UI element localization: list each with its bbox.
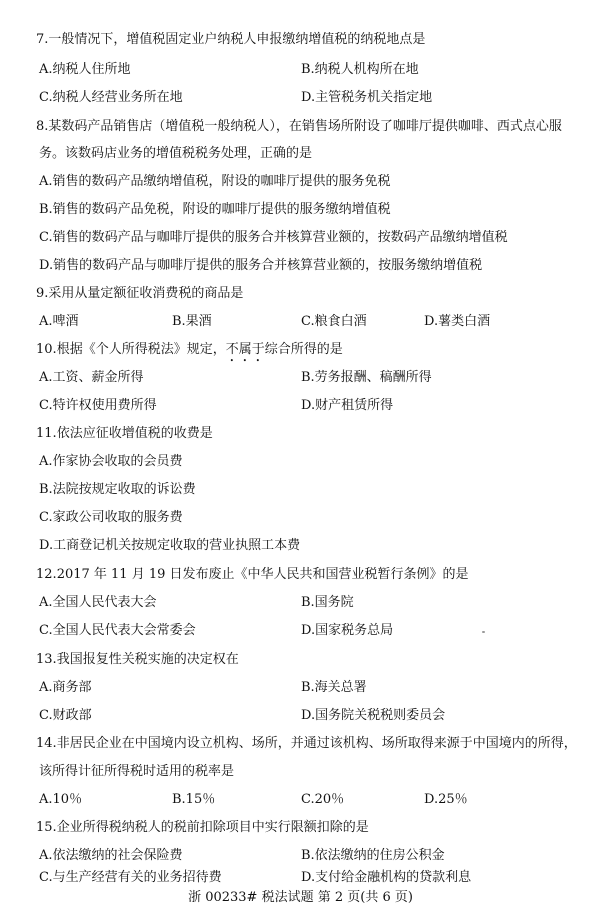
question-14-options bbox=[0, 788, 601, 812]
question-13-options-row-2 bbox=[0, 704, 601, 728]
question-9-options bbox=[0, 310, 601, 334]
question-text-end: 综合所得的是 bbox=[264, 342, 343, 357]
option-b: B.国务院 bbox=[301, 595, 354, 610]
option-d: D.薯类白酒 bbox=[424, 314, 491, 329]
question-13-options-row-1 bbox=[0, 676, 601, 700]
question-number: 13. bbox=[36, 652, 57, 667]
question-12-options-row-2 bbox=[0, 619, 601, 643]
option-a: A.作家协会收取的会员费 bbox=[39, 454, 183, 469]
option-c: C.全国人民代表大会常委会 bbox=[39, 623, 196, 638]
question-number: 15. bbox=[36, 820, 57, 835]
option-a: A.纳税人住所地 bbox=[39, 62, 131, 77]
question-text: 某数码产品销售店（增值税一般纳税人），在销售场所附设了咖啡厅提供咖啡、西式点心服 bbox=[48, 119, 562, 134]
page-footer: 浙 00233# 税法试题 第 2 页(共 6 页) bbox=[188, 890, 413, 905]
question-15-options-row-1 bbox=[0, 844, 601, 868]
option-c: C.家政公司收取的服务费 bbox=[39, 510, 183, 525]
question-text: 我国报复性关税实施的决定权在 bbox=[56, 652, 239, 667]
question-11-option-c bbox=[0, 506, 601, 530]
option-b: B.劳务报酬、稿酬所得 bbox=[301, 370, 432, 385]
option-d: D.财产租赁所得 bbox=[301, 398, 394, 413]
question-number: 9. bbox=[36, 286, 49, 301]
question-8-option-b bbox=[0, 198, 601, 222]
emphasized-text: 不属于 bbox=[225, 342, 265, 357]
question-number: 10. bbox=[36, 342, 57, 357]
option-d: D.25％ bbox=[424, 792, 468, 807]
option-d: D.支付给金融机构的贷款利息 bbox=[301, 870, 472, 885]
question-13-stem bbox=[0, 648, 601, 672]
question-11-option-d bbox=[0, 534, 601, 558]
option-c: C.与生产经营有关的业务招待费 bbox=[39, 870, 222, 885]
question-11-option-a bbox=[0, 450, 601, 474]
option-b: B.纳税人机构所在地 bbox=[301, 62, 419, 77]
option-c: C.粮食白酒 bbox=[301, 314, 367, 329]
option-c: C.纳税人经营业务所在地 bbox=[39, 90, 183, 105]
question-text: 根据《个人所得税法》规定， bbox=[56, 342, 226, 357]
question-8-option-a bbox=[0, 170, 601, 194]
question-8-stem bbox=[0, 115, 601, 139]
question-text: 2017 年 11 月 19 日发布废止《中华人民共和国营业税暂行条例》的是 bbox=[56, 567, 469, 582]
question-11-stem bbox=[0, 422, 601, 446]
question-text: 企业所得税纳税人的税前扣除项目中实行限额扣除的是 bbox=[56, 820, 369, 835]
question-10-options-row-1 bbox=[0, 366, 601, 390]
question-14-stem bbox=[0, 732, 601, 756]
option-c: C.20％ bbox=[301, 792, 345, 807]
question-8-stem-continued: 务。该数码店业务的增值税税务处理，正确的是 bbox=[39, 146, 313, 161]
question-text: 非居民企业在中国境内设立机构、场所，并通过该机构、场所取得来源于中国境内的所得， bbox=[56, 736, 577, 751]
scan-speck bbox=[482, 631, 485, 633]
question-number: 14. bbox=[36, 736, 57, 751]
question-7-options-row-1 bbox=[0, 58, 601, 82]
question-8-option-c bbox=[0, 226, 601, 250]
question-7-options-row-2 bbox=[0, 86, 601, 110]
option-b: B.果酒 bbox=[172, 314, 212, 329]
option-a: A.10％ bbox=[39, 792, 83, 807]
option-c: C.财政部 bbox=[39, 708, 92, 723]
question-number: 8. bbox=[36, 119, 49, 134]
question-number: 12. bbox=[36, 567, 57, 582]
question-14-stem-continued: 该所得计征所得税时适用的税率是 bbox=[39, 764, 235, 779]
option-d: D.国务院关税税则委员会 bbox=[301, 708, 446, 723]
question-15-stem bbox=[0, 816, 601, 840]
option-d: D.国家税务总局 bbox=[301, 623, 394, 638]
option-a: A.啤酒 bbox=[39, 314, 79, 329]
question-number: 7. bbox=[36, 32, 49, 47]
question-12-stem bbox=[0, 563, 601, 587]
question-number: 11. bbox=[36, 426, 57, 441]
question-8-option-d bbox=[0, 254, 601, 278]
option-b: B.海关总署 bbox=[301, 680, 367, 695]
question-11-option-b bbox=[0, 478, 601, 502]
option-b: B.法院按规定收取的诉讼费 bbox=[39, 482, 196, 497]
question-12-options-row-1 bbox=[0, 591, 601, 615]
question-10-options-row-2 bbox=[0, 394, 601, 418]
option-a: A.工资、薪金所得 bbox=[39, 370, 144, 385]
option-d: D.主管税务机关指定地 bbox=[301, 90, 433, 105]
option-b: B.15％ bbox=[172, 792, 216, 807]
question-9-stem bbox=[0, 282, 601, 306]
option-a: A.依法缴纳的社会保险费 bbox=[39, 848, 183, 863]
option-b: B.依法缴纳的住房公积金 bbox=[301, 848, 445, 863]
option-d: D.工商登记机关按规定收取的营业执照工本费 bbox=[39, 538, 301, 553]
option-a: A.全国人民代表大会 bbox=[39, 595, 157, 610]
option-d: D.销售的数码产品与咖啡厅提供的服务合并核算营业额的，按服务缴纳增值税 bbox=[39, 258, 483, 273]
question-7-stem bbox=[0, 28, 601, 52]
question-10-stem bbox=[0, 338, 601, 362]
option-a: A.销售的数码产品缴纳增值税，附设的咖啡厅提供的服务免税 bbox=[39, 174, 391, 189]
option-c: C.销售的数码产品与咖啡厅提供的服务合并核算营业额的，按数码产品缴纳增值税 bbox=[39, 230, 508, 245]
option-b: B.销售的数码产品免税，附设的咖啡厅提供的服务缴纳增值税 bbox=[39, 202, 391, 217]
question-text: 依法应征收增值税的收费是 bbox=[56, 426, 213, 441]
question-text: 一般情况下，增值税固定业户纳税人申报缴纳增值税的纳税地点是 bbox=[48, 32, 426, 47]
option-a: A.商务部 bbox=[39, 680, 92, 695]
question-text: 采用从量定额征收消费税的商品是 bbox=[48, 286, 244, 301]
option-c: C.特许权使用费所得 bbox=[39, 398, 157, 413]
